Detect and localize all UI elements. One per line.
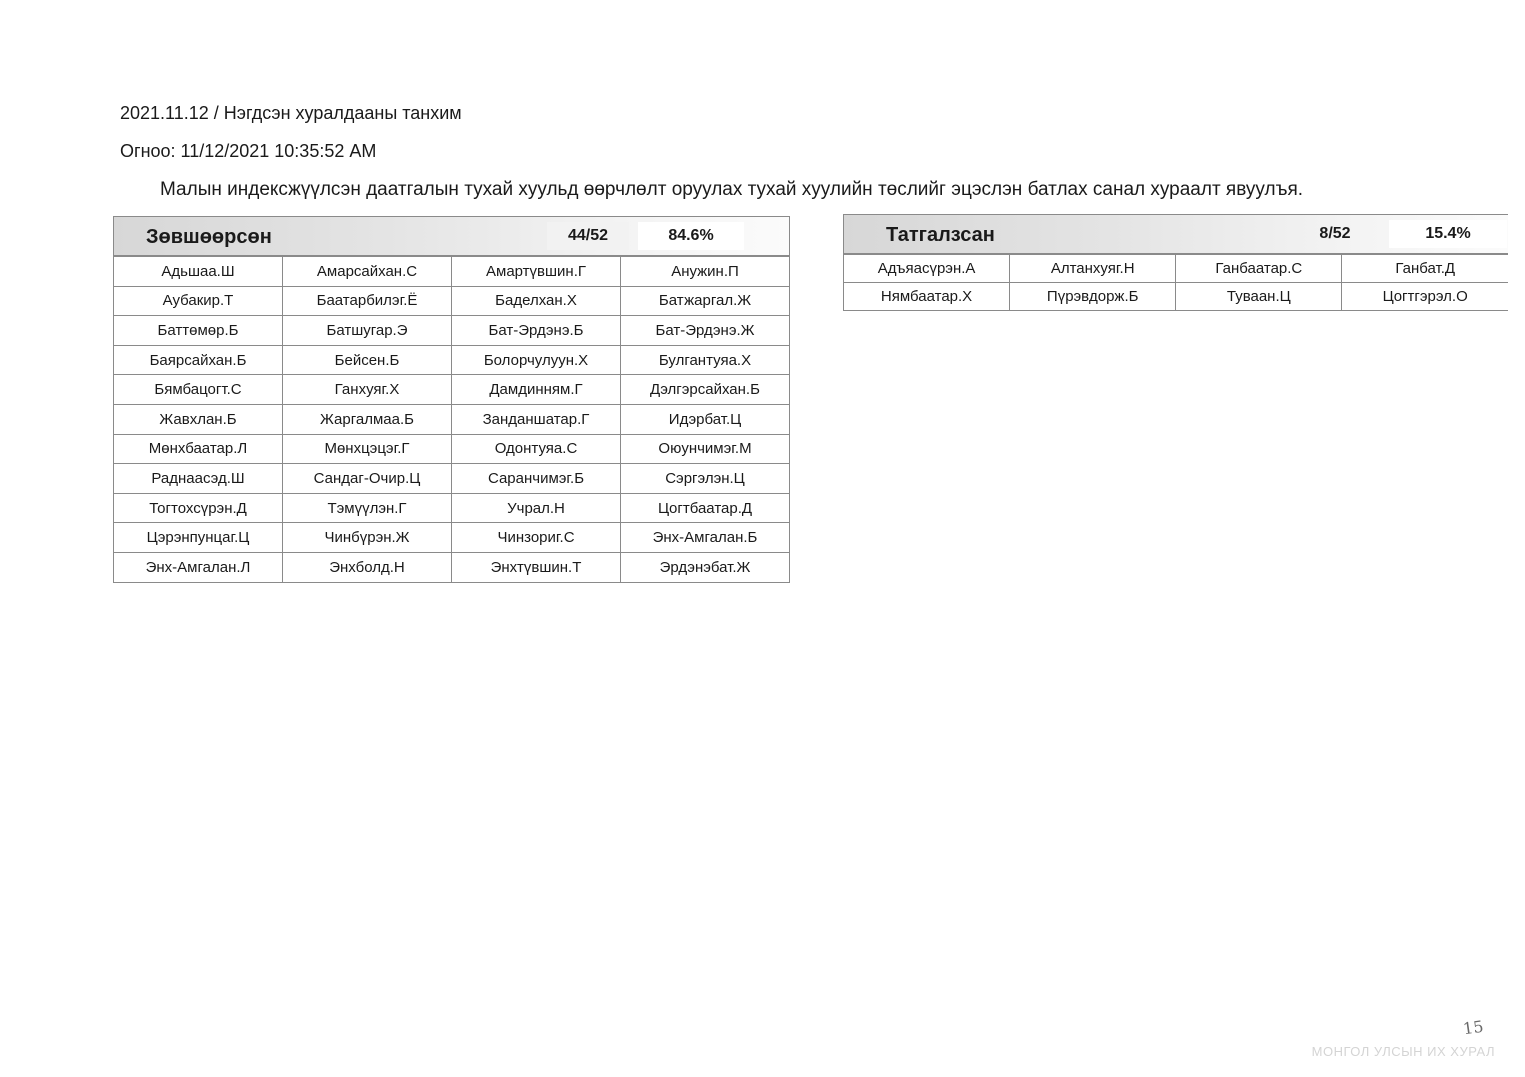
member-name-cell: Учрал.Н	[452, 493, 621, 523]
motion-text: Малын индексжүүлсэн даатгалын тухай хуульд өөрчлөлт оруулах тухай хуулийн төслийг эцэслэн батлах санал хураалт явуулъя.	[160, 179, 1304, 200]
member-name-cell: Болорчулуун.Х	[452, 345, 621, 375]
member-name-cell: Энх-Амгалан.Л	[114, 552, 283, 582]
table-row	[844, 283, 1509, 311]
member-name-cell: Адъяасүрэн.А	[844, 255, 1010, 283]
table-row	[114, 523, 790, 553]
member-name-cell: Батжаргал.Ж	[621, 286, 790, 316]
member-name-cell: Ганбаатар.С	[1176, 255, 1342, 283]
reject-header	[843, 214, 1508, 254]
member-name-cell: Бямбацогт.С	[114, 375, 283, 405]
member-name-cell: Чинзориг.С	[452, 523, 621, 553]
table-row	[114, 552, 790, 582]
member-name-cell: Дэлгэрсайхан.Б	[621, 375, 790, 405]
approve-header	[113, 216, 790, 256]
table-row	[844, 255, 1509, 283]
member-name-cell: Бат-Эрдэнэ.Ж	[621, 316, 790, 346]
member-name-cell: Одонтуяа.С	[452, 434, 621, 464]
member-name-cell: Цэрэнпунцаг.Ц	[114, 523, 283, 553]
member-name-cell: Амартүвшин.Г	[452, 257, 621, 287]
member-name-cell: Амарсайхан.С	[283, 257, 452, 287]
member-name-cell: Цогтгэрэл.О	[1342, 283, 1508, 311]
member-name-cell: Энхболд.Н	[283, 552, 452, 582]
member-name-cell: Баярсайхан.Б	[114, 345, 283, 375]
approve-title: Зөвшөөрсөн	[146, 226, 272, 248]
reject-percent: 15.4%	[1389, 220, 1507, 248]
member-name-cell: Булгантуяа.Х	[621, 345, 790, 375]
member-name-cell: Тогтохсүрэн.Д	[114, 493, 283, 523]
member-name-cell: Жавхлан.Б	[114, 404, 283, 434]
member-name-cell: Чинбүрэн.Ж	[283, 523, 452, 553]
member-name-cell: Нямбаатар.Х	[844, 283, 1010, 311]
member-name-cell: Оюунчимэг.М	[621, 434, 790, 464]
table-row	[114, 316, 790, 346]
member-name-cell: Ганбат.Д	[1342, 255, 1508, 283]
member-name-cell: Анужин.П	[621, 257, 790, 287]
member-name-cell: Баатарбилэг.Ё	[283, 286, 452, 316]
approve-block	[113, 216, 790, 583]
member-name-cell: Энх-Амгалан.Б	[621, 523, 790, 553]
table-row	[114, 464, 790, 494]
member-name-cell: Адьшаа.Ш	[114, 257, 283, 287]
member-name-cell: Раднаасэд.Ш	[114, 464, 283, 494]
member-name-cell: Пүрэвдорж.Б	[1010, 283, 1176, 311]
page-number-mark: 15	[1461, 1016, 1485, 1039]
member-name-cell: Баделхан.Х	[452, 286, 621, 316]
table-row	[114, 286, 790, 316]
date-line: Огноо: 11/12/2021 10:35:52 AM	[120, 141, 377, 161]
approve-names-table	[113, 256, 790, 583]
member-name-cell: Ганхуяг.Х	[283, 375, 452, 405]
parliament-stamp: МОНГОЛ УЛСЫН ИХ ХУРАЛ	[1311, 1044, 1495, 1059]
member-name-cell: Саранчимэг.Б	[452, 464, 621, 494]
member-name-cell: Баттөмөр.Б	[114, 316, 283, 346]
member-name-cell: Энхтүвшин.Т	[452, 552, 621, 582]
table-row	[114, 434, 790, 464]
member-name-cell: Сэргэлэн.Ц	[621, 464, 790, 494]
member-name-cell: Мөнхцэцэг.Г	[283, 434, 452, 464]
table-row	[114, 345, 790, 375]
member-name-cell: Батшугар.Э	[283, 316, 452, 346]
approve-count: 44/52	[547, 222, 629, 250]
member-name-cell: Цогтбаатар.Д	[621, 493, 790, 523]
table-row	[114, 493, 790, 523]
member-name-cell: Мөнхбаатар.Л	[114, 434, 283, 464]
member-name-cell: Идэрбат.Ц	[621, 404, 790, 434]
member-name-cell: Тэмүүлэн.Г	[283, 493, 452, 523]
table-row	[114, 404, 790, 434]
session-line: 2021.11.12 / Нэгдсэн хуралдааны танхим	[120, 103, 462, 123]
approve-percent: 84.6%	[638, 222, 744, 250]
table-row	[114, 375, 790, 405]
member-name-cell: Дамдинням.Г	[452, 375, 621, 405]
reject-count: 8/52	[1319, 225, 1351, 242]
member-name-cell: Жаргалмаа.Б	[283, 404, 452, 434]
member-name-cell: Эрдэнэбат.Ж	[621, 552, 790, 582]
member-name-cell: Туваан.Ц	[1176, 283, 1342, 311]
member-name-cell: Занданшатар.Г	[452, 404, 621, 434]
member-name-cell: Аубакир.Т	[114, 286, 283, 316]
member-name-cell: Бейсен.Б	[283, 345, 452, 375]
member-name-cell: Алтанхуяг.Н	[1010, 255, 1176, 283]
reject-names-table	[843, 254, 1508, 311]
reject-block	[843, 214, 1508, 311]
member-name-cell: Бат-Эрдэнэ.Б	[452, 316, 621, 346]
table-row	[114, 257, 790, 287]
member-name-cell: Сандаг-Очир.Ц	[283, 464, 452, 494]
reject-title: Татгалзсан	[886, 224, 995, 246]
